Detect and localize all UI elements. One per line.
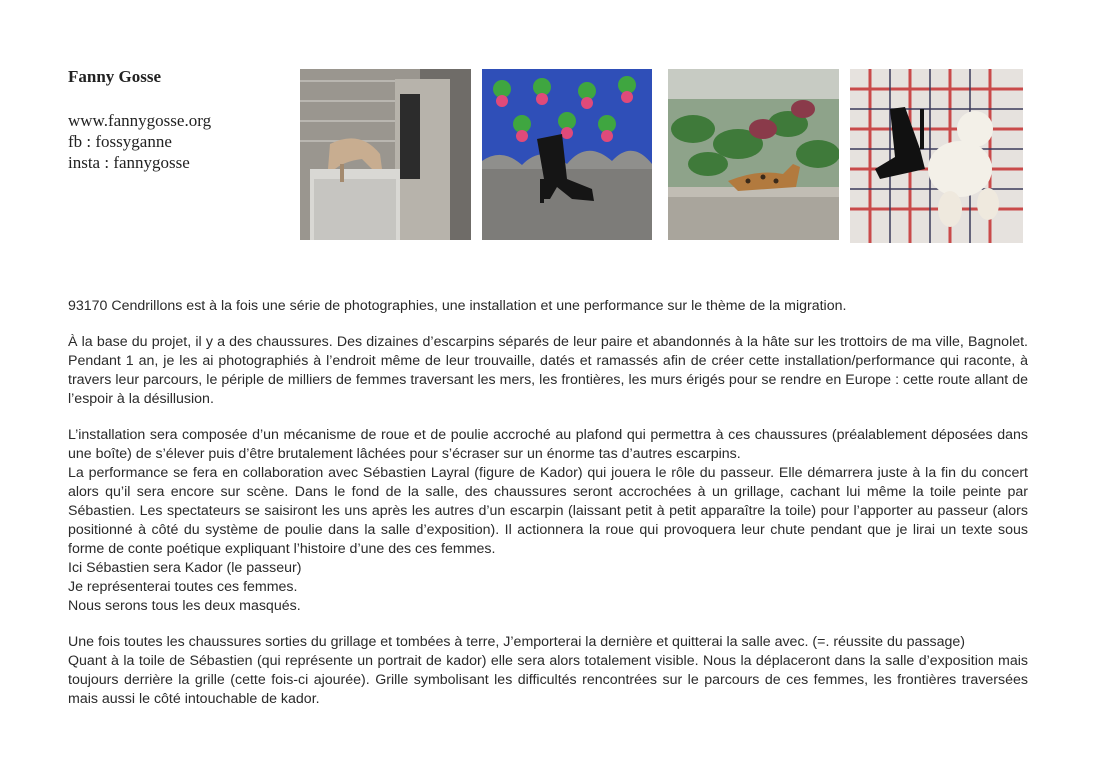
description-text (68, 297, 1028, 709)
line-masked: Nous serons tous les deux masqués. (68, 598, 301, 614)
line-represent: Je représenterai toutes ces femmes. (68, 579, 298, 595)
photo-black-sandal-mural (482, 69, 652, 240)
photo-stiletto-plush (850, 69, 1023, 243)
website-link[interactable]: www.fannygosse.org (68, 111, 212, 130)
line-kador: Ici Sébastien sera Kador (le passeur) (68, 560, 302, 576)
paragraph-canvas: Quant à la toile de Sébastien (qui représente un portrait de kador) elle sera alors totalement visible. Nous la déplaceront dans la salle d’exposition mais toujours derrière la grille (cette fois-ci ajourée). Grille symbolisant les difficultés rencontrées sur le parcours de ces femmes, les frontières traversées mais aussi le côté intouchable de kador. (68, 653, 1028, 707)
artist-name: Fanny Gosse (68, 67, 162, 86)
paragraph-performance: La performance se fera en collaboration avec Sébastien Layral (figure de Kador) qui jouera le rôle du passeur. Elle démarrera juste à la fin du concert alors qu’il sera encore sur scène. Dans le fond de la salle, des chaussures seront accrochées à un grillage, cachant lui même la toile peinte par Sébastien. Les spectateurs se saisiront les uns après les autres d’un escarpin (laissant petit à petit apparaître la toile) pour l’apporter au passeur (alors positionné à côté du système de poulie dans la salle d’exposition). Il actionnera la roue qui provoquera leur chute pendant que je lirai un texte sous forme de conte poétique expliquant l’histoire d’une des ces femmes. (68, 465, 1028, 557)
paragraph-shoes: À la base du projet, il y a des chaussures. Des dizaines d’escarpins séparés de leur paire et abandonnés à la hâte sur les trottoirs de ma ville, Bagnolet. Pendant 1 an, je les ai photographiés à l’endroit même de leur trouvaille, datés et ramassés afin de créer cette installation/performance qui raconte, à travers leur parcours, le périple de milliers de femmes traversant les mers, les frontières, les murs érigés pour se rendre en Europe : cette route allant de l’espoir à la désillusion. (68, 334, 1028, 407)
facebook-handle: fb : fossyganne (68, 132, 172, 151)
intro-paragraph: 93170 Cendrillons est à la fois une série de photographies, une installation et une performance sur le thème de la migration. (68, 298, 847, 314)
instagram-handle: insta : fannygosse (68, 153, 190, 172)
photo-leopard-heel (668, 69, 839, 240)
photo-beige-heel (300, 69, 471, 240)
paragraph-installation: L’installation sera composée d’un mécanisme de roue et de poulie accroché au plafond qui permettra à ces chaussures (préalablement déposées dans une boîte) de s’élever puis d’être brutalement lâchées pour s’écraser sur un énorme tas d’autres escarpins. (68, 427, 1028, 462)
paragraph-ending: Une fois toutes les chaussures sorties du grillage et tombées à terre, J’emporterai la dernière et quitterai la salle avec. (=. réussite du passage) (68, 634, 966, 650)
photo-strip (0, 69, 1102, 245)
